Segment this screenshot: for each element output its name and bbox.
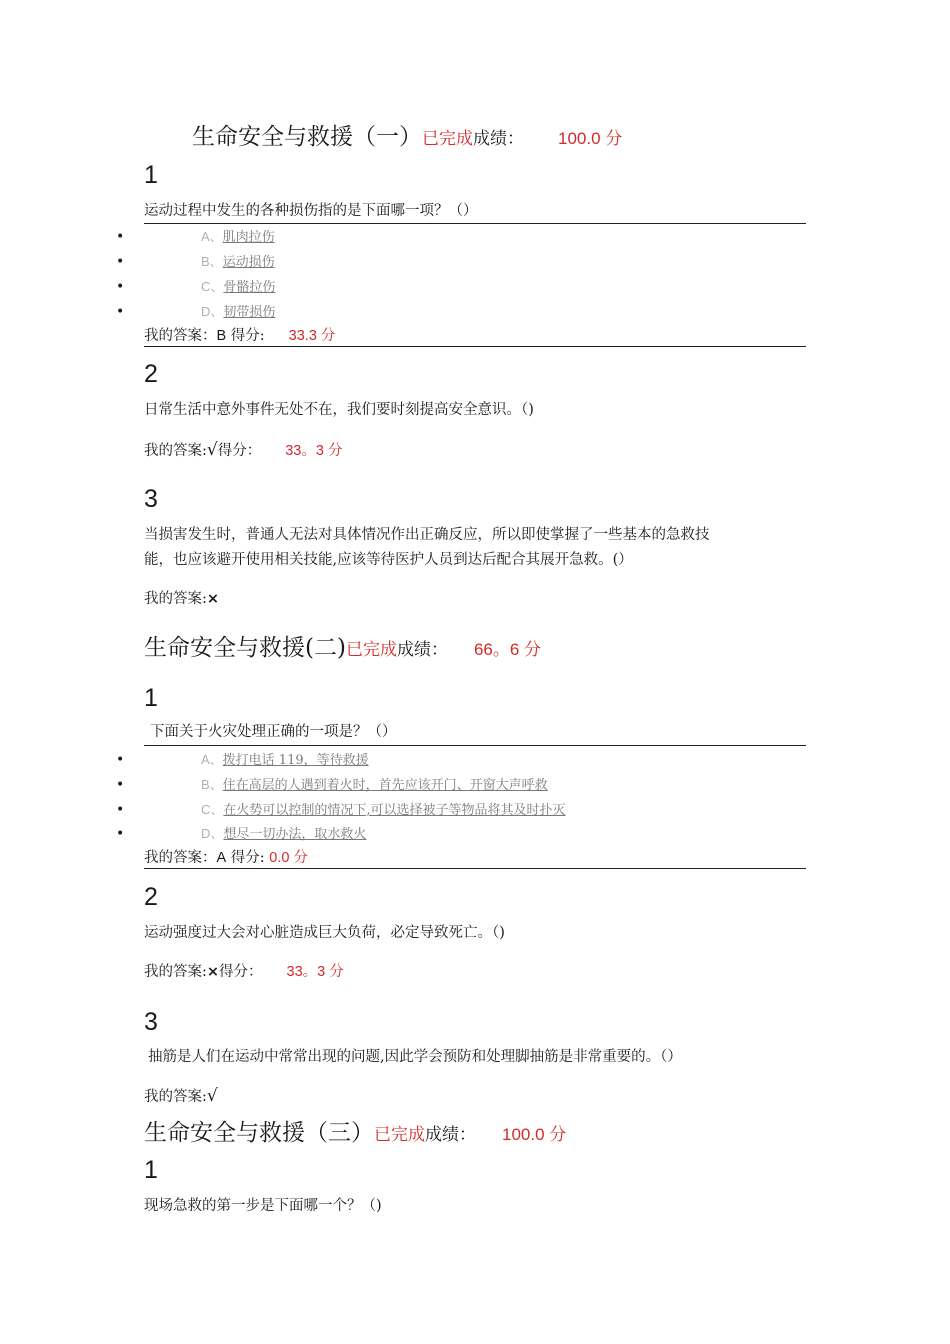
option-letter: A、 <box>201 752 223 767</box>
checkmark-icon: √ <box>206 1086 218 1106</box>
my-answer <box>144 440 342 461</box>
divider <box>144 346 806 347</box>
score-label: 成绩： <box>396 640 448 660</box>
bullet: • <box>116 752 125 768</box>
status-completed: 已完成 <box>374 1125 425 1145</box>
question-number: 3 <box>144 1008 158 1036</box>
bullet: • <box>116 777 125 793</box>
section-score: 100.0 分 <box>558 129 623 148</box>
question-text: 运动强度过大会对心脏造成巨大负荷，必定导致死亡。（) <box>144 925 505 941</box>
points-label: 得分: <box>226 328 265 344</box>
section-title-1 <box>192 123 622 153</box>
section-title-2 <box>144 634 541 664</box>
bullet: • <box>116 279 125 295</box>
option-text: 拨打电话 119，等待救援 <box>222 753 369 768</box>
answer-label: 我的答案： <box>144 328 217 344</box>
option-letter: B、 <box>201 254 223 269</box>
score-label: 成绩： <box>473 129 524 149</box>
answer-label: 我的答案: <box>144 964 207 980</box>
my-answer <box>144 326 335 346</box>
option-letter: C、 <box>201 802 224 817</box>
question-number: 1 <box>144 1156 158 1184</box>
option-letter: C、 <box>201 279 224 294</box>
answer-label: 我的答案： <box>144 850 217 866</box>
points-label: 得分： <box>217 443 262 459</box>
option-text: 骨骼拉伤 <box>223 280 276 295</box>
checkmark-icon: √ <box>206 440 218 460</box>
question-number: 3 <box>144 485 158 513</box>
question-text: 运动过程中发生的各种损伤指的是下面哪一项？（） <box>144 203 478 219</box>
option-text: 想尽一切办法，取水救火 <box>223 827 367 842</box>
option-c[interactable] <box>201 801 566 820</box>
option-c[interactable] <box>201 278 275 297</box>
question-text-line-2: 能，也应该避开使用相关技能,应该等待医护人员到达后配合其展开急救。(） <box>144 552 633 568</box>
bullet: • <box>116 304 125 320</box>
option-text: 韧带损伤 <box>223 305 276 320</box>
bullet: • <box>116 826 125 842</box>
my-answer <box>144 589 219 609</box>
points-value: 0.0 分 <box>269 850 308 866</box>
question-text: 现场急救的第一步是下面哪一个？（) <box>144 1198 382 1214</box>
status-completed: 已完成 <box>345 640 397 660</box>
option-b[interactable] <box>201 253 275 272</box>
option-text: 在火势可以控制的情况下,可以选择被子等物品将其及时扑灭 <box>223 803 566 818</box>
divider <box>144 223 806 224</box>
my-answer <box>144 1086 218 1107</box>
question-text-line-1: 当损害发生时，普通人无法对具体情况作出正确反应，所以即使掌握了一些基本的急救技 <box>144 527 710 543</box>
option-letter: B、 <box>201 777 223 792</box>
cross-icon: × <box>206 964 220 980</box>
question-number: 2 <box>144 360 158 388</box>
answer-label: 我的答案: <box>144 591 207 607</box>
divider <box>144 868 806 869</box>
question-text: 日常生活中意外事件无处不在，我们要时刻提高安全意识。（) <box>144 402 534 418</box>
question-text: 下面关于火灾处理正确的一项是？（） <box>150 724 397 740</box>
section-title-text: 生命安全与救援（一） <box>192 124 422 150</box>
section-title-3 <box>144 1119 566 1149</box>
status-completed: 已完成 <box>422 129 473 149</box>
section-title-text: 生命安全与救援（三） <box>144 1120 374 1146</box>
option-b[interactable] <box>201 776 548 795</box>
question-number: 1 <box>144 684 158 712</box>
points-value: 33.3 分 <box>288 328 336 344</box>
answer-label: 我的答案: <box>144 443 207 459</box>
option-text: 运动损伤 <box>222 255 275 270</box>
section-title-text: 生命安全与救援(二) <box>144 635 346 661</box>
section-score: 100.0 分 <box>502 1125 567 1144</box>
option-text: 住在高层的人遇到着火时，首先应该开门、开窗大声呼救 <box>222 778 548 793</box>
question-number: 2 <box>144 883 158 911</box>
divider <box>144 745 806 746</box>
option-letter: D、 <box>201 826 224 841</box>
option-a[interactable] <box>201 228 275 247</box>
answer-label: 我的答案: <box>144 1089 207 1105</box>
my-answer <box>144 962 344 982</box>
my-answer <box>144 848 308 868</box>
option-d[interactable] <box>201 303 275 322</box>
question-text: 抽筋是人们在运动中常常出现的问题,因此学会预防和处理脚抽筋是非常重要的。（） <box>148 1049 682 1065</box>
section-score: 66。6 分 <box>473 640 542 659</box>
points-value: 33。3 分 <box>285 443 343 459</box>
points-label: 得分: <box>226 850 270 866</box>
option-text: 肌肉拉伤 <box>222 230 275 245</box>
bullet: • <box>116 802 125 818</box>
bullet: • <box>116 254 125 270</box>
option-d[interactable] <box>201 825 366 844</box>
bullet: • <box>116 229 125 245</box>
points-label: 得分： <box>219 964 263 980</box>
question-number: 1 <box>144 161 158 189</box>
answer-value: A <box>216 850 227 866</box>
option-letter: D、 <box>201 304 224 319</box>
cross-icon: × <box>206 591 220 607</box>
points-value: 33。3 分 <box>286 964 344 980</box>
score-label: 成绩： <box>425 1125 476 1145</box>
answer-value: B <box>216 328 227 344</box>
option-letter: A、 <box>201 229 223 244</box>
option-a[interactable] <box>201 751 369 770</box>
